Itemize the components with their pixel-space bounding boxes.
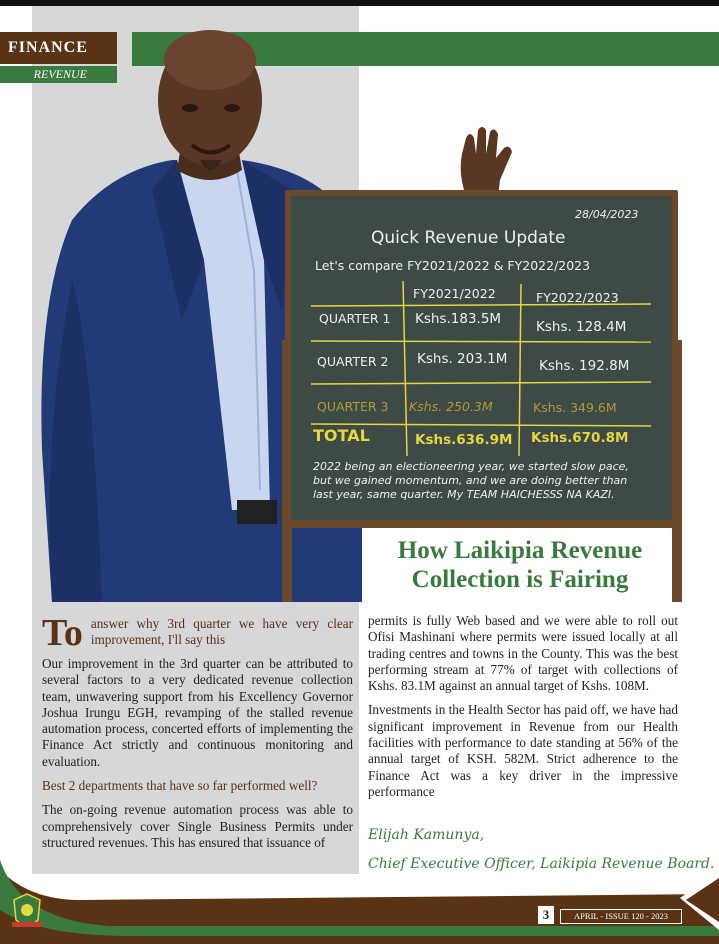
drop-cap: To bbox=[42, 612, 83, 654]
board-note-line: but we gained momentum, and we are doing better than bbox=[313, 474, 628, 487]
row-value-fy21: Kshs. 250.3M bbox=[409, 399, 493, 414]
row-value-fy21: Kshs.183.5M bbox=[415, 311, 502, 327]
board-note-line: last year, same quarter. My TEAM HAICHESSS NA KAZI. bbox=[313, 488, 615, 501]
board-date: 28/04/2023 bbox=[575, 208, 639, 221]
row-label: QUARTER 1 bbox=[319, 311, 391, 326]
article-column-right bbox=[368, 613, 678, 808]
paragraph: Our improvement in the 3rd quarter can be attributed to several factors to a very dedicated revenue collection team, unwavering support from his Excellency Governor Joshua Irungu EGH, revamping of the stalled revenue automation process, concerted efforts of implementing the Finance Act strictly and continuous monitoring and evaluation. bbox=[42, 656, 353, 769]
page-number: 3 bbox=[538, 906, 554, 924]
paragraph: Investments in the Health Sector has paid off, we have had significant improvement in Revenue from our Health facilities with performance to date standing at 56% of the annual target of KSH. 582M. Strict adherence to the Finance Act was a key driver in the impressive performance bbox=[368, 702, 678, 799]
row-value-fy22: Kshs. 192.8M bbox=[539, 358, 630, 374]
intro-text: answer why 3rd quarter we have very clear improvement, I'll say this bbox=[90, 616, 353, 647]
total-label: TOTAL bbox=[313, 426, 370, 445]
signature-title: Chief Executive Officer, Laikipia Revenue Board. bbox=[368, 856, 715, 872]
row-value-fy21: Kshs. 203.1M bbox=[417, 351, 508, 367]
board-note-line: 2022 being an electioneering year, we started slow pace, bbox=[313, 460, 629, 473]
board-subtitle: Let's compare FY2021/2022 & FY2022/2023 bbox=[315, 258, 591, 273]
intro-row bbox=[42, 612, 353, 654]
board-title: Quick Revenue Update bbox=[371, 228, 566, 248]
issue-label: APRIL - ISSUE 120 - 2023 bbox=[560, 909, 682, 924]
headline-line: How Laikipia Revenue bbox=[397, 537, 643, 564]
paragraph: permits is fully Web based and we were able to roll out Ofisi Mashinani where permits were issued locally at all trading centres and towns in the County. This was the best performing stream at 77% of target with collections of Kshs. 83.1M against an annual target of Kshs. 108M. bbox=[368, 613, 678, 694]
signature-name: Elijah Kamunya, bbox=[368, 827, 485, 843]
section-subtitle: REVENUE bbox=[0, 66, 117, 83]
footer-swoosh bbox=[0, 860, 719, 944]
raised-hand bbox=[452, 124, 522, 196]
board-col2-header: FY2022/2023 bbox=[536, 290, 619, 305]
section-title: FINANCE bbox=[0, 32, 117, 64]
county-crest-icon bbox=[10, 892, 44, 932]
row-value-fy22: Kshs. 128.4M bbox=[536, 319, 627, 335]
headline-box bbox=[368, 528, 672, 602]
row-label: QUARTER 3 bbox=[317, 399, 389, 414]
total-fy21: Kshs.636.9M bbox=[415, 432, 513, 448]
row-value-fy22: Kshs. 349.6M bbox=[533, 400, 617, 415]
paragraph: The on-going revenue automation process was able to comprehensively cover Single Business Permits under structured revenues. This has ensured that issuance of bbox=[42, 802, 353, 850]
board-col1-header: FY2021/2022 bbox=[413, 286, 496, 301]
headline-line: Collection is Fairing bbox=[411, 566, 629, 593]
row-label: QUARTER 2 bbox=[317, 354, 389, 369]
chalkboard bbox=[291, 196, 672, 520]
headline bbox=[368, 528, 672, 594]
subheading: Best 2 departments that have so far performed well? bbox=[42, 778, 318, 794]
total-fy22: Kshs.670.8M bbox=[531, 430, 629, 446]
article-column-left bbox=[32, 602, 359, 874]
